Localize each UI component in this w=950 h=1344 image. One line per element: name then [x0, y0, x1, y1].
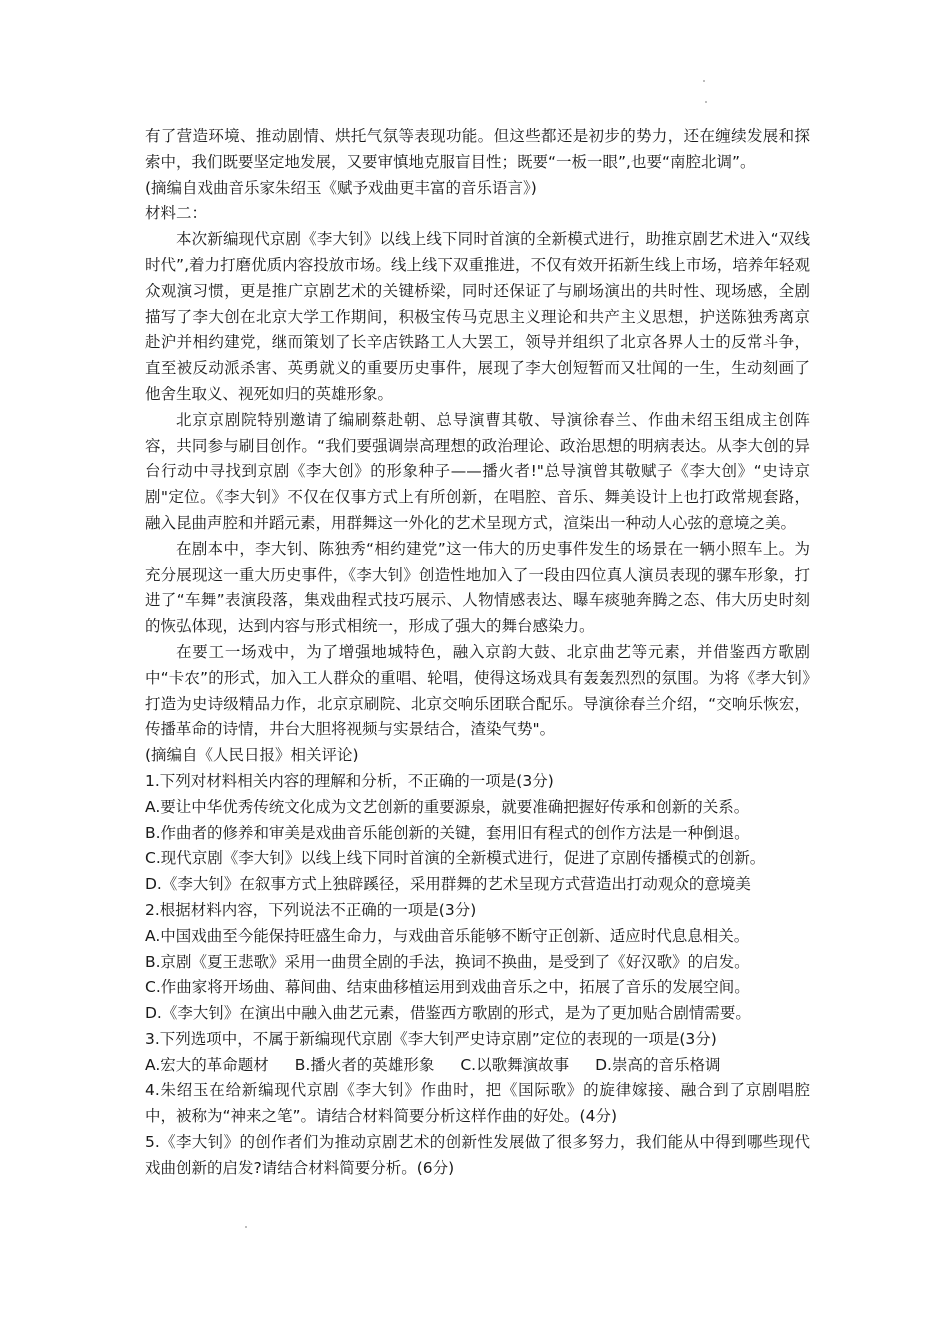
material2-heading: 材料二：: [145, 204, 208, 223]
question-3-stem: 3.下列选项中，不属于新编现代京剧《李大钊严史诗京剧”定位的表现的一项是(3分): [145, 1029, 717, 1048]
question-1-option-a: A.要让中华优秀传统文化成为文艺创新的重要源泉，就要准确把握好传承和创新的关系。: [145, 797, 750, 816]
question-1-option-c: C.现代京剧《李大钊》以线上线下同时首演的全新模式进行，促进了京剧传播模式的创新。: [145, 849, 766, 868]
question-2-option-d: D.《李大钊》在演出中融入曲艺元素，借鉴西方歌剧的形式，是为了更加贴合剧情需要。: [145, 1004, 751, 1023]
scan-speck: [245, 1226, 247, 1228]
question-5-stem: 5.《李大钊》的创作者们为推动京剧艺术的创新性发展做了很多努力，我们能从中得到哪些现代戏曲创新的启发?请结合材料简要分析。(6分): [145, 1133, 810, 1177]
document-body: [145, 124, 810, 1182]
scan-speck: [705, 101, 707, 103]
question-2-option-c: C.作曲家将开场曲、幕间曲、结束曲移植运用到戏曲音乐之中，拓展了音乐的发展空间。: [145, 978, 750, 997]
material2-paragraph: 在要工一场戏中，为了增强地城特色，融入京韵大鼓、北京曲艺等元素，并借鉴西方歌剧中“卡农”的形式，加入工人群众的重唱、轮唱，使得这场戏具有轰轰烈烈的氛围。为将《孝大钊》打造为史诗级精品力作，北京京刷院、北京交响乐团联合配乐。导演徐春兰介绍，“交响乐恢宏，传播革命的诗情，井台大胆将视频与实景结合，渣染气势"。: [145, 642, 810, 739]
question-1-stem: 1.下列对材料相关内容的理解和分析，不正确的一项是(3分): [145, 771, 554, 790]
material2-source: (摘编自《人民日报》相关评论): [145, 746, 359, 765]
material2-paragraph: 本次新编现代京剧《李大钊》以线上线下同时首演的全新模式进行，助推京剧艺术进入“双线时代”,着力打磨优质内容投放市场。线上线下双重推进，不仅有效开拓新生线上市场，培养年轻观众观演习惯，更是推广京剧艺术的关键桥梁，同时还保证了与刷场演出的共时性、现场感，全剧描写了李大创在北京大学工作期间，积极宝传马克思主义理论和共产主义思想，护送陈独秀离京赴沪并相约建党，继而策划了长辛店铁路工人大罢工，领导并组织了北京各界人士的反常斗争，直至被反动派杀害、英勇就义的重要历史事件，展现了李大创短暂而又壮闻的一生，生动刻画了他舍生取义、视死如归的英雄形象。: [145, 230, 810, 403]
question-3-options: [145, 1053, 810, 1079]
question-3-option-c: C.以歌舞演故事: [460, 1055, 570, 1074]
question-2-stem: 2.根据材料内容，下列说法不正确的一项是(3分): [145, 900, 477, 919]
question-3-option-b: B.播火者的英雄形象: [294, 1055, 435, 1074]
material1-source: (摘编自戏曲音乐家朱绍玉《赋予戏曲更丰富的音乐语言》): [145, 178, 537, 197]
question-1-option-d: D.《李大钊》在叙事方式上独辟蹊径，采用群舞的艺术呈现方式营造出打动观众的意境美: [145, 875, 751, 894]
question-4-stem: 4.朱绍玉在给新编现代京剧《李大钊》作曲时，把《国际歌》的旋律嫁接、融合到了京剧唱腔中，被称为“神来之笔”。请结合材料简要分析这样作曲的好处。(4分): [145, 1081, 810, 1126]
question-3-option-d: D.崇高的音乐格调: [595, 1055, 721, 1074]
question-1-option-b: B.作曲者的修养和审美是戏曲音乐能创新的关键，套用旧有程式的创作方法是一种倒退。: [145, 823, 750, 842]
material2-paragraph: 北京京剧院特别邀请了编刷蔡赴朝、总导演曹其敬、导演徐春兰、作曲未绍玉组成主创阵容，共同参与刷目创作。“我们要强调崇高理想的政治理论、政治思想的明病表达。从李大创的异台行动中寻找到京剧《李大创》的形象种子——播火者!"总导演曾其敬赋子《李大创》“史诗京剧"定位。《李大钊》不仅在仅事方式上有所创新，在唱腔、音乐、舞美设计上也打政常规套路，融入昆曲声腔和并蹈元素，用群舞这一外化的艺术呈现方式，渲柒出一种动人心弦的意境之美。: [145, 410, 810, 532]
question-3-option-a: A.宏大的革命题材: [145, 1055, 269, 1074]
question-2-option-a: A.中国戏曲至今能保持旺盛生命力，与戏曲音乐能够不断守正创新、适应时代息息相关。: [145, 926, 750, 945]
material1-ending-paragraph: 有了营造环境、推动剧情、烘托气氛等表现功能。但这些都还是初步的势力，还在缠续发展和探索中，我们既要坚定地发展，又要审慎地克服盲目性；既要“一板一眼”,也要“南腔北调”。: [145, 127, 810, 171]
question-2-option-b: B.京剧《夏王悲歌》采用一曲贯全剧的手法，换词不换曲，是受到了《好汉歌》的启发。: [145, 952, 750, 971]
material2-paragraph: 在剧本中，李大钊、陈独秀“相约建党”这一伟大的历史事件发生的场景在一辆小照车上。为充分展现这一重大历史事件，《李大钊》创造性地加入了一段由四位真人演员表现的骡车形象，打进了“车舞”表演段落，集戏曲程式技巧展示、人物情感表达、曝车痰驰奔腾之态、伟大历史时刻的恢弘体现，达到内容与形式相统一，形成了强大的舞台感染力。: [145, 539, 810, 636]
scan-speck: [703, 80, 705, 82]
